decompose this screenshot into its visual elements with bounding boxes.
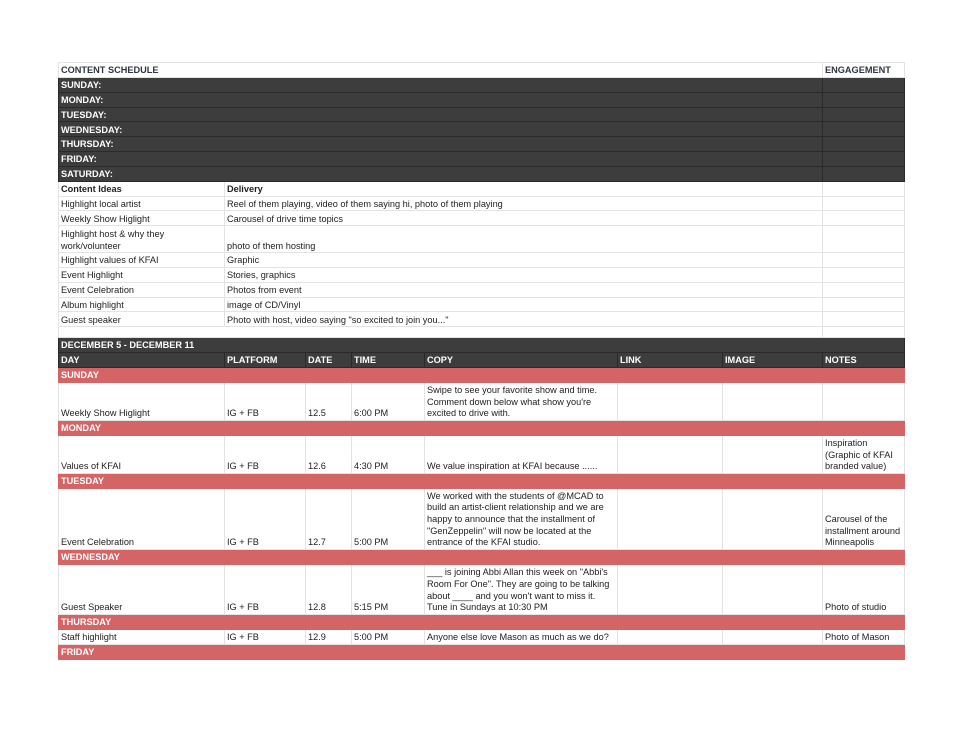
post-row	[59, 564, 905, 614]
weekday-cell[interactable]: TUESDAY:	[59, 107, 823, 122]
engagement-cell[interactable]	[823, 327, 905, 338]
post-copy[interactable]: Swipe to see your favorite show and time. Comment down below what show you're excited to drive with.	[425, 382, 618, 420]
post-time[interactable]: 5:00 PM	[352, 629, 425, 644]
post-platform[interactable]: IG + FB	[225, 488, 306, 549]
post-notes[interactable]	[823, 382, 905, 420]
delivery-cell[interactable]: photo of them hosting	[225, 226, 823, 253]
weekday-row	[59, 166, 905, 181]
post-row	[59, 488, 905, 549]
post-time[interactable]: 6:00 PM	[352, 382, 425, 420]
day-label[interactable]: FRIDAY	[59, 644, 905, 659]
engagement-cell[interactable]	[823, 226, 905, 253]
day-band-sunday	[59, 367, 905, 382]
col-notes[interactable]: NOTES	[823, 352, 905, 367]
post-image[interactable]	[723, 564, 823, 614]
day-label[interactable]: SUNDAY	[59, 367, 905, 382]
engagement-cell[interactable]	[823, 122, 905, 137]
post-time[interactable]: 5:15 PM	[352, 564, 425, 614]
post-copy[interactable]: We value inspiration at KFAI because ......	[425, 435, 618, 473]
post-copy[interactable]: ___ is joining Abbi Allan this week on "Abbi's Room For One". They are going to be talking about ____ and you won't want to miss it. Tune in Sundays at 10:30 PM	[425, 564, 618, 614]
post-row	[59, 435, 905, 473]
day-band-tuesday	[59, 473, 905, 488]
spacer-row	[59, 327, 905, 338]
content-schedule-sheet	[58, 62, 904, 660]
day-label[interactable]: THURSDAY	[59, 614, 905, 629]
post-day[interactable]: Values of KFAI	[59, 435, 225, 473]
engagement-cell[interactable]	[823, 253, 905, 268]
post-date[interactable]: 12.9	[306, 629, 352, 644]
engagement-cell[interactable]	[823, 107, 905, 122]
date-range-label[interactable]: DECEMBER 5 - DECEMBER 11	[59, 338, 905, 353]
post-day[interactable]: Weekly Show Higlight	[59, 382, 225, 420]
weekday-cell[interactable]: MONDAY:	[59, 92, 823, 107]
idea-cell[interactable]: Weekly Show Higlight	[59, 211, 225, 226]
delivery-cell[interactable]: Reel of them playing, video of them saying hi, photo of them playing	[225, 196, 823, 211]
empty-cell[interactable]	[59, 327, 823, 338]
idea-row	[59, 312, 905, 327]
header-row	[59, 63, 905, 78]
idea-row	[59, 253, 905, 268]
day-band-wednesday	[59, 549, 905, 564]
post-link[interactable]	[618, 629, 723, 644]
column-header-row	[59, 352, 905, 367]
post-date[interactable]: 12.5	[306, 382, 352, 420]
idea-row	[59, 267, 905, 282]
post-platform[interactable]: IG + FB	[225, 564, 306, 614]
idea-row	[59, 226, 905, 253]
engagement-cell[interactable]	[823, 196, 905, 211]
engagement-cell[interactable]	[823, 92, 905, 107]
idea-cell[interactable]: Event Celebration	[59, 282, 225, 297]
idea-row	[59, 196, 905, 211]
post-time[interactable]: 4:30 PM	[352, 435, 425, 473]
content-schedule-title[interactable]: CONTENT SCHEDULE	[59, 63, 823, 78]
col-image[interactable]: IMAGE	[723, 352, 823, 367]
engagement-cell[interactable]	[823, 166, 905, 181]
schedule-table	[58, 62, 905, 660]
post-day[interactable]: Event Celebration	[59, 488, 225, 549]
post-image[interactable]	[723, 629, 823, 644]
weekday-row	[59, 92, 905, 107]
post-date[interactable]: 12.7	[306, 488, 352, 549]
delivery-cell[interactable]: Stories, graphics	[225, 267, 823, 282]
post-day[interactable]: Staff highlight	[59, 629, 225, 644]
day-band-thursday	[59, 614, 905, 629]
post-copy[interactable]: Anyone else love Mason as much as we do?	[425, 629, 618, 644]
post-link[interactable]	[618, 382, 723, 420]
delivery-cell[interactable]: image of CD/Vinyl	[225, 297, 823, 312]
engagement-cell[interactable]	[823, 78, 905, 93]
post-time[interactable]: 5:00 PM	[352, 488, 425, 549]
post-link[interactable]	[618, 564, 723, 614]
idea-cell[interactable]: Highlight values of KFAI	[59, 253, 225, 268]
post-row	[59, 629, 905, 644]
weekday-row	[59, 151, 905, 166]
weekday-row	[59, 137, 905, 152]
delivery-cell[interactable]: Graphic	[225, 253, 823, 268]
engagement-cell[interactable]	[823, 211, 905, 226]
post-date[interactable]: 12.8	[306, 564, 352, 614]
post-platform[interactable]: IG + FB	[225, 629, 306, 644]
day-label[interactable]: MONDAY	[59, 420, 905, 435]
idea-cell[interactable]: Highlight host & why they work/volunteer	[59, 226, 225, 253]
day-label[interactable]: TUESDAY	[59, 473, 905, 488]
day-label[interactable]: WEDNESDAY	[59, 549, 905, 564]
post-row	[59, 382, 905, 420]
idea-cell[interactable]: Album highlight	[59, 297, 225, 312]
post-day[interactable]: Guest Speaker	[59, 564, 225, 614]
idea-cell[interactable]: Event Highlight	[59, 267, 225, 282]
engagement-cell[interactable]	[823, 282, 905, 297]
engagement-cell[interactable]	[823, 137, 905, 152]
idea-cell[interactable]: Highlight local artist	[59, 196, 225, 211]
post-image[interactable]	[723, 435, 823, 473]
weekday-cell[interactable]: WEDNESDAY:	[59, 122, 823, 137]
col-link[interactable]: LINK	[618, 352, 723, 367]
post-date[interactable]: 12.6	[306, 435, 352, 473]
post-notes[interactable]: Inspiration (Graphic of KFAI branded value)	[823, 435, 905, 473]
engagement-cell[interactable]	[823, 267, 905, 282]
post-notes[interactable]: Carousel of the installment around Minneapolis	[823, 488, 905, 549]
post-copy[interactable]: We worked with the students of @MCAD to build an artist-client relationship and we are happy to announce that the installment of "GenZeppelin" will now be located at the entrance of the KFAI studio.	[425, 488, 618, 549]
weekday-cell[interactable]: THURSDAY:	[59, 137, 823, 152]
idea-cell[interactable]: Guest speaker	[59, 312, 225, 327]
delivery-header[interactable]: Delivery	[225, 181, 823, 196]
day-band-friday	[59, 644, 905, 659]
idea-row	[59, 282, 905, 297]
col-day[interactable]: DAY	[59, 352, 225, 367]
weekday-cell[interactable]: FRIDAY:	[59, 151, 823, 166]
post-image[interactable]	[723, 382, 823, 420]
delivery-cell[interactable]: Photos from event	[225, 282, 823, 297]
idea-row	[59, 211, 905, 226]
col-copy[interactable]: COPY	[425, 352, 618, 367]
delivery-cell[interactable]: Carousel of drive time topics	[225, 211, 823, 226]
col-time[interactable]: TIME	[352, 352, 425, 367]
day-band-monday	[59, 420, 905, 435]
post-image[interactable]	[723, 488, 823, 549]
engagement-cell[interactable]	[823, 181, 905, 196]
weekday-cell[interactable]: SATURDAY:	[59, 166, 823, 181]
post-platform[interactable]: IG + FB	[225, 382, 306, 420]
engagement-cell[interactable]	[823, 312, 905, 327]
content-ideas-header[interactable]: Content Ideas	[59, 181, 225, 196]
weekday-row	[59, 122, 905, 137]
idea-row	[59, 297, 905, 312]
ideas-header-row	[59, 181, 905, 196]
weekday-cell[interactable]: SUNDAY:	[59, 78, 823, 93]
post-link[interactable]	[618, 435, 723, 473]
col-platform[interactable]: PLATFORM	[225, 352, 306, 367]
post-platform[interactable]: IG + FB	[225, 435, 306, 473]
col-date[interactable]: DATE	[306, 352, 352, 367]
engagement-cell[interactable]	[823, 151, 905, 166]
weekday-row	[59, 78, 905, 93]
date-range-row	[59, 338, 905, 353]
weekday-row	[59, 107, 905, 122]
delivery-cell[interactable]: Photo with host, video saying "so excited to join you..."	[225, 312, 823, 327]
engagement-cell[interactable]	[823, 297, 905, 312]
post-notes[interactable]: Photo of studio	[823, 564, 905, 614]
post-notes[interactable]: Photo of Mason	[823, 629, 905, 644]
engagement-header[interactable]: ENGAGEMENT	[823, 63, 905, 78]
post-link[interactable]	[618, 488, 723, 549]
